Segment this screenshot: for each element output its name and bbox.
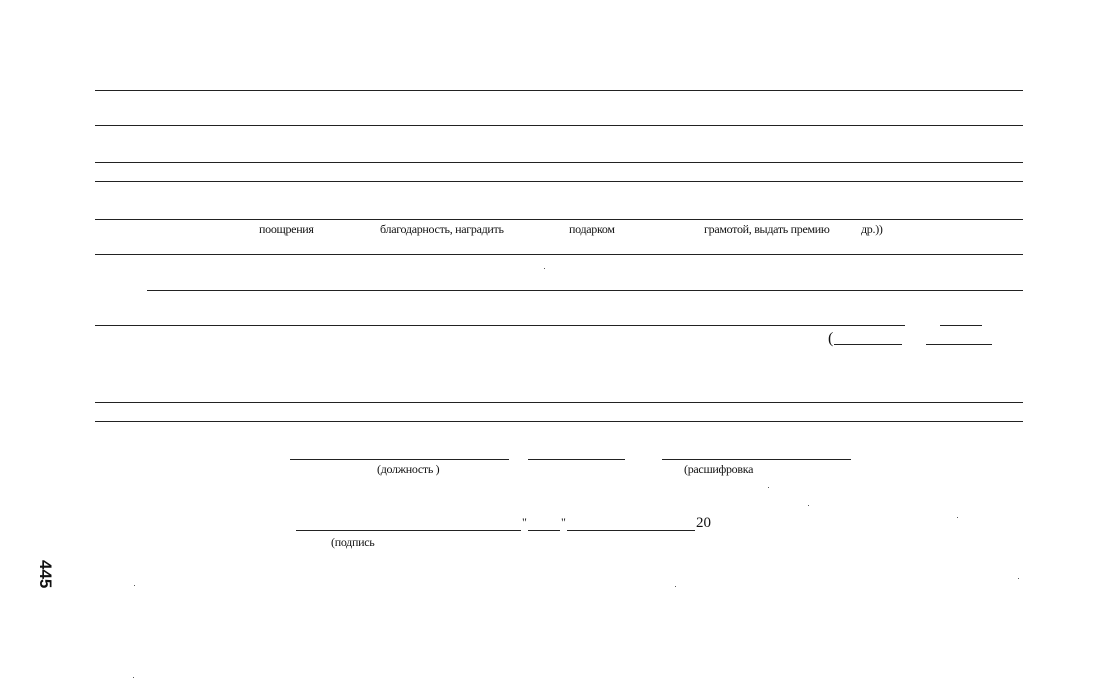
open-parenthesis: ( xyxy=(828,330,834,347)
caption-gift: подарком xyxy=(569,222,615,236)
short-line-c xyxy=(926,344,992,345)
scan-speck xyxy=(957,517,958,518)
signature-caption: (подпись xyxy=(331,535,375,549)
caption-encouragement: поощрения xyxy=(259,222,314,236)
scan-speck xyxy=(675,586,676,587)
short-line-a xyxy=(940,325,982,326)
fill-line-5 xyxy=(95,219,1023,220)
scan-speck xyxy=(1018,578,1019,579)
signature-line xyxy=(296,530,521,531)
page-number: 445 xyxy=(36,560,55,589)
decoding-line xyxy=(662,459,851,460)
fill-line-8 xyxy=(95,325,905,326)
date-day-line xyxy=(528,530,560,531)
date-year-prefix: 20 xyxy=(696,515,711,531)
caption-gratitude: благодарность, наградить xyxy=(380,222,504,236)
fill-line-2 xyxy=(95,125,1023,126)
fill-line-4 xyxy=(95,181,1023,182)
scan-speck xyxy=(544,268,545,269)
date-quote-open: " xyxy=(522,515,527,529)
date-quote-close: " xyxy=(561,515,566,529)
fill-line-10 xyxy=(95,421,1023,422)
fill-line-6 xyxy=(95,254,1023,255)
caption-other: др.)) xyxy=(861,222,883,236)
date-month-line xyxy=(567,530,695,531)
scan-speck xyxy=(134,585,135,586)
signature-short-line xyxy=(528,459,625,460)
caption-certificate: грамотой, выдать премию xyxy=(704,222,830,236)
scan-speck xyxy=(133,677,134,678)
scan-speck xyxy=(808,505,809,506)
decoding-caption: (расшифровка xyxy=(684,462,754,476)
scan-speck xyxy=(768,487,769,488)
position-line xyxy=(290,459,509,460)
position-caption: (должность ) xyxy=(377,462,440,476)
fill-line-3 xyxy=(95,162,1023,163)
fill-line-9 xyxy=(95,402,1023,403)
short-line-b xyxy=(834,344,902,345)
fill-line-7 xyxy=(147,290,1023,291)
fill-line-1 xyxy=(95,90,1023,91)
